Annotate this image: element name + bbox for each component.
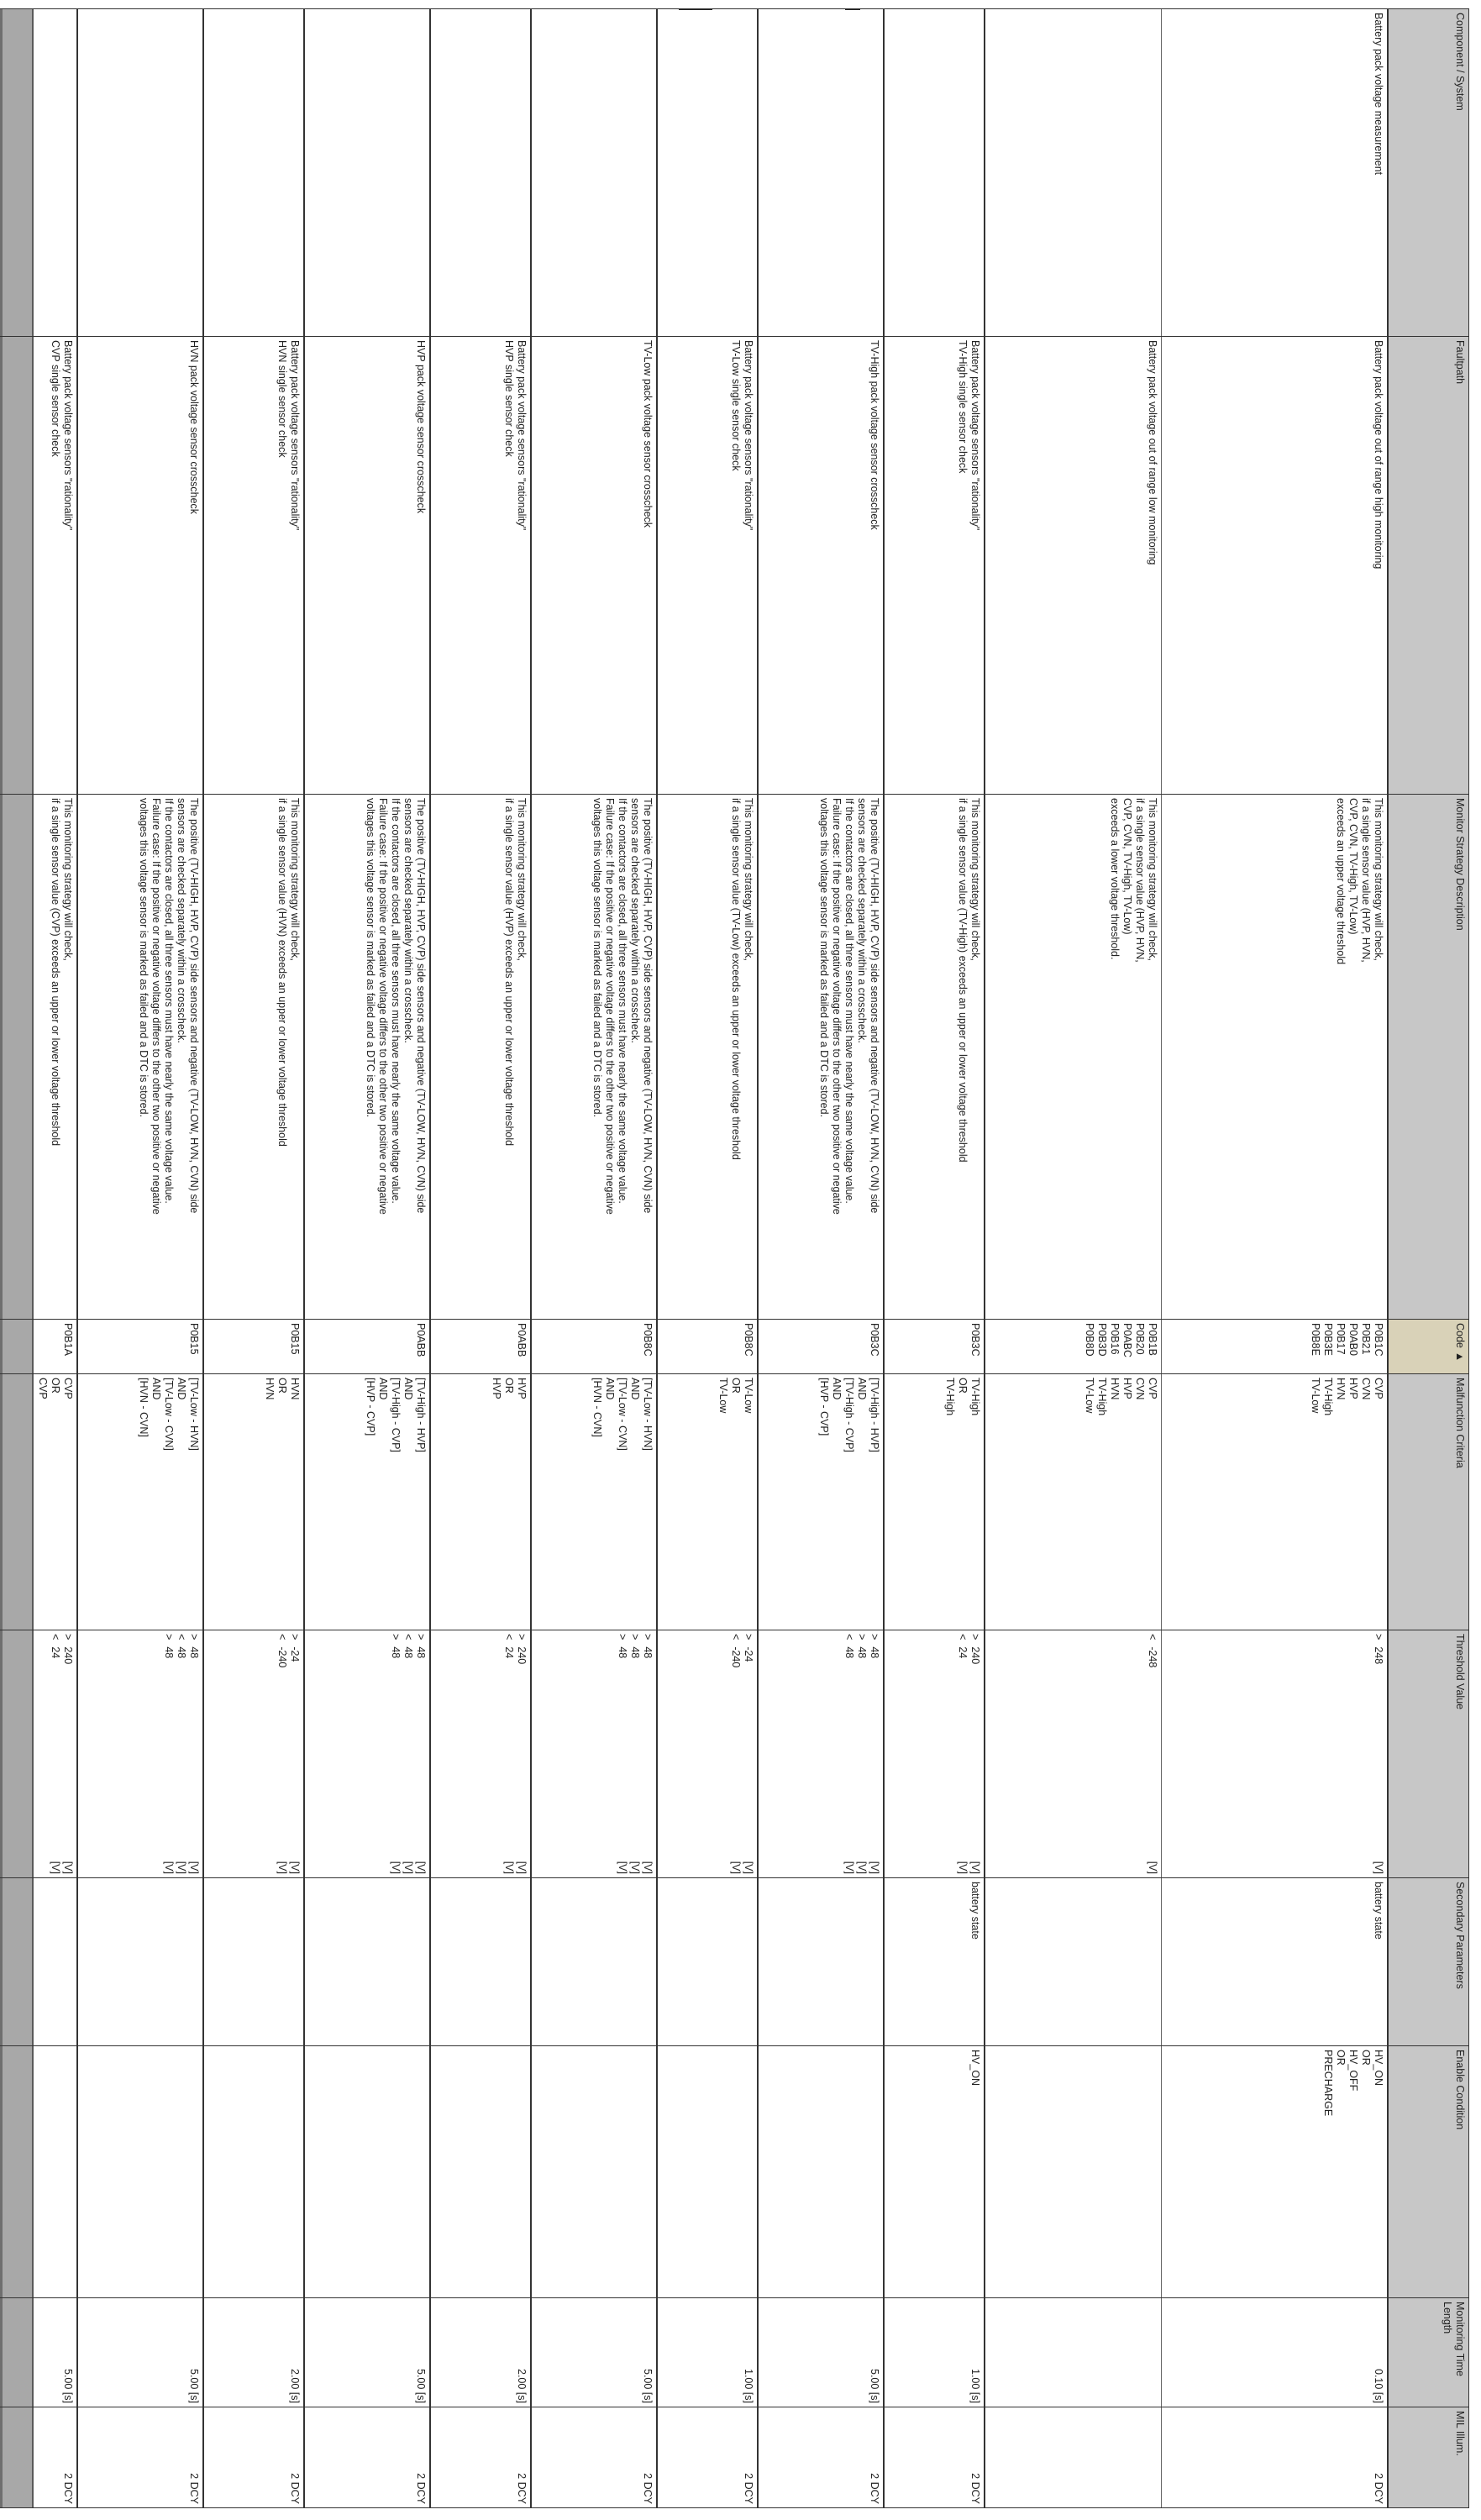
cell-malfunction: [TV-High - HVP] AND [TV-High - CVP] AND [HVP - CVP] — [759, 1374, 885, 1630]
cell-enable — [78, 2046, 204, 2298]
cell-enable — [204, 2046, 305, 2298]
cell-monitor: This monitoring strategy will check, if a single sensor value (TV-High) exceeds an upper or lower voltage threshold — [885, 795, 985, 1320]
cell-malfunction: TV-Low OR TV-Low — [658, 1374, 759, 1630]
cell-mil: 2 DCY — [204, 2407, 305, 2508]
table-row — [532, 9, 658, 2508]
cell-component: Battery pack voltage measurement — [1162, 9, 1389, 337]
cell-monitor: This monitoring strategy will check, if a single sensor value (CVP) exceeds an upper or lower voltage threshold — [0, 795, 78, 1320]
cell-malfunction: HVN OR HVN — [204, 1374, 305, 1630]
cell-mil: 2 DCY — [532, 2407, 658, 2508]
cell-mil: 2 DCY — [885, 2407, 985, 2508]
cell-time — [985, 2298, 1162, 2407]
threshold-unit: [V] [V] — [730, 1861, 755, 1874]
table-row — [431, 9, 532, 2508]
cell-code: P0B1C P0B21 P0AB0 P0B17 P0B3E P0B8E — [1162, 1320, 1389, 1374]
threshold-value: 240 24 — [503, 1646, 528, 1665]
cell-threshold — [0, 1630, 78, 1878]
header-mil-illum: MIL Illum. — [1389, 2407, 1469, 2508]
cell-secondary: battery state — [1162, 1878, 1389, 2046]
header-enable-condition: Enable Condition — [1389, 2046, 1469, 2298]
cell-faultpath: Battery pack voltage sensors "rationality" HVP single sensor check — [431, 337, 532, 795]
cell-time: 2.00 [s] — [431, 2298, 532, 2407]
cell-monitor: This monitoring strategy will check, if a single sensor value (HVP) exceeds an upper or lower voltage threshold — [431, 795, 532, 1320]
threshold-operator: > > < — [843, 1634, 881, 1641]
cell-threshold — [1162, 1630, 1389, 1878]
cell-enable: HV_ON OR HV_OFF OR PRECHARGE — [1162, 2046, 1389, 2298]
threshold-unit: [V] [V] — [276, 1861, 302, 1874]
threshold-unit: [V] [V] [V] — [617, 1861, 654, 1874]
cell-faultpath: Battery pack voltage sensors "rationality" HVN single sensor check — [204, 337, 305, 795]
cell-malfunction: [TV-High - HVP] AND [TV-High - CVP] AND [HVP - CVP] — [305, 1374, 431, 1630]
cell-threshold — [658, 1630, 759, 1878]
threshold-group — [50, 1634, 75, 1874]
threshold-operator: > — [1373, 1634, 1385, 1641]
cell-threshold — [305, 1630, 431, 1878]
cell-enable — [305, 2046, 431, 2298]
cell-component — [985, 9, 1162, 337]
cell-component — [204, 9, 305, 337]
threshold-operator: > > > — [617, 1634, 654, 1641]
header-component: Component / System — [1389, 9, 1469, 337]
header-monitor-strategy: Monitor Strategy Description — [1389, 795, 1469, 1320]
cell-mil: 2 DCY — [658, 2407, 759, 2508]
threshold-value: -24 -240 — [730, 1646, 755, 1668]
cell-time: 5.00 [s] — [0, 2298, 78, 2407]
threshold-value: 48 48 48 — [390, 1646, 428, 1659]
threshold-group — [1373, 1634, 1385, 1874]
cell-malfunction: CVP CVN HVP HVN TV-High TV-Low — [985, 1374, 1162, 1630]
threshold-value: -24 -240 — [276, 1646, 302, 1668]
threshold-unit: [V] [V] [V] — [163, 1861, 201, 1874]
cell-component — [305, 9, 431, 337]
cell-faultpath: Battery pack voltage out of range low monitoring — [985, 337, 1162, 795]
table-row — [658, 9, 759, 2508]
cell-mil: 2 DCY — [759, 2407, 885, 2508]
cell-monitor: The positive (TV-HIGH, HVP, CVP) side sensors and negative (TV-LOW, HVN, CVN) side sensors are checked separately within a crosscheck. If the contactors are closed, all three sensors must have nearly the same voltage value. Failure case: If the positive or negative voltage differs to the other two positive or negative voltages this voltage sensor is marked as failed and a DTC is stored. — [78, 795, 204, 1320]
cell-enable — [759, 2046, 885, 2298]
cell-mil: 2 DCY — [305, 2407, 431, 2508]
cell-component — [759, 9, 885, 337]
cell-enable: HV_ON — [885, 2046, 985, 2298]
table-row — [204, 9, 305, 2508]
cell-secondary — [658, 1878, 759, 2046]
cell-threshold — [759, 1630, 885, 1878]
threshold-group — [843, 1634, 881, 1874]
threshold-value: 48 48 48 — [617, 1646, 654, 1659]
cell-mil: 2 DCY — [431, 2407, 532, 2508]
cell-faultpath: Battery pack voltage out of range high monitoring — [1162, 337, 1389, 795]
cell-faultpath: TV-High pack voltage sensor crosscheck — [759, 337, 885, 795]
sort-arrow-icon[interactable]: ▲ — [1454, 1351, 1466, 1362]
threshold-operator: > < > — [390, 1634, 428, 1641]
threshold-group — [957, 1634, 982, 1874]
threshold-unit: [V] — [1147, 1861, 1158, 1874]
threshold-operator: > < — [957, 1634, 982, 1641]
cell-secondary — [759, 1878, 885, 2046]
table-row — [1162, 9, 1389, 2508]
threshold-group — [503, 1634, 528, 1874]
threshold-group — [390, 1634, 428, 1874]
cell-faultpath: HVP pack voltage sensor crosscheck — [305, 337, 431, 795]
cell-monitor: This monitoring strategy will check, if a single sensor value (HVP, HVN, CVP, CVN, TV-High, TV-Low) exceeds an upper voltage threshold — [1162, 795, 1389, 1320]
cell-malfunction: HVP OR HVP — [431, 1374, 532, 1630]
threshold-value: -248 — [1147, 1646, 1158, 1668]
cell-monitor: This monitoring strategy will check, if a single sensor value (HVN) exceeds an upper or lower voltage threshold — [204, 795, 305, 1320]
header-secondary-parameters: Secondary Parameters — [1389, 1878, 1469, 2046]
threshold-group — [163, 1634, 201, 1874]
cell-time: 5.00 [s] — [78, 2298, 204, 2407]
header-code-label: Code — [1454, 1323, 1466, 1348]
threshold-unit: [V] [V] [V] — [843, 1861, 881, 1874]
cell-monitor: The positive (TV-HIGH, HVP, CVP) side sensors and negative (TV-LOW, HVN, CVN) side sensors are checked separately within a crosscheck. If the contactors are closed, all three sensors must have nearly the same voltage value. Failure case: If the positive or negative voltage differs to the other two positive or negative voltages this voltage sensor is marked as failed and a DTC is stored. — [759, 795, 885, 1320]
header-faultpath: Faultpath — [1389, 337, 1469, 795]
threshold-operator: > < > — [163, 1634, 201, 1641]
cell-enable — [431, 2046, 532, 2298]
cell-component — [78, 9, 204, 337]
cell-monitor: This monitoring strategy will check, if a single sensor value (HVP, HVN, CVP, CVN, TV-High, TV-Low) exceeds a lower voltage threshold. — [985, 795, 1162, 1320]
cell-faultpath: TV-Low pack voltage sensor crosscheck — [532, 337, 658, 795]
cell-threshold — [204, 1630, 305, 1878]
threshold-value: 48 48 48 — [843, 1646, 881, 1659]
threshold-unit: [V] — [1373, 1861, 1385, 1874]
cell-mil: 2 DCY — [78, 2407, 204, 2508]
threshold-unit: [V] [V] — [503, 1861, 528, 1874]
cell-monitor: The positive (TV-HIGH, HVP, CVP) side sensors and negative (TV-LOW, HVN, CVN) side sensors are checked separately within a crosscheck. If the contactors are closed, all three sensors must have nearly the same voltage value. Failure case: If the positive or negative voltage differs to the other two positive or negative voltages this voltage sensor is marked as failed and a DTC is stored. — [305, 795, 431, 1320]
cell-enable — [985, 2046, 1162, 2298]
cell-time: 5.00 [s] — [305, 2298, 431, 2407]
table-row — [885, 9, 985, 2508]
table-row — [985, 9, 1162, 2508]
cell-code: P0B3C — [759, 1320, 885, 1374]
cell-secondary — [305, 1878, 431, 2046]
cell-threshold — [985, 1630, 1162, 1878]
cell-threshold — [885, 1630, 985, 1878]
threshold-group — [730, 1634, 755, 1874]
cell-mil: 2 DCY — [0, 2407, 78, 2508]
cell-component — [431, 9, 532, 337]
threshold-value: 248 — [1373, 1646, 1385, 1665]
threshold-operator: > < — [730, 1634, 755, 1641]
cell-time: 1.00 [s] — [885, 2298, 985, 2407]
header-malfunction-criteria: Malfunction Criteria — [1389, 1374, 1469, 1630]
rotated-page — [34, 0, 1481, 2520]
cell-enable — [0, 2046, 78, 2298]
threshold-group — [276, 1634, 302, 1874]
cell-malfunction: [TV-Low - HVN] AND [TV-Low - CVN] AND [HVN - CVN] — [532, 1374, 658, 1630]
threshold-value: 240 24 — [957, 1646, 982, 1665]
threshold-unit: [V] [V] — [957, 1861, 982, 1874]
cell-malfunction: CVP CVN HVP HVN TV-High TV-Low — [1162, 1374, 1389, 1630]
cell-code: P0ABB — [431, 1320, 532, 1374]
cell-code: P0B1A — [0, 1320, 78, 1374]
cell-time: 5.00 [s] — [532, 2298, 658, 2407]
cell-faultpath: HVN pack voltage sensor crosscheck — [78, 337, 204, 795]
cell-secondary — [431, 1878, 532, 2046]
threshold-value: 240 24 — [50, 1646, 75, 1665]
header-monitoring-time: Monitoring Time Length — [1389, 2298, 1469, 2407]
cell-secondary — [78, 1878, 204, 2046]
cell-code: P0B8C — [658, 1320, 759, 1374]
threshold-value: 48 48 48 — [163, 1646, 201, 1659]
threshold-group — [1146, 1634, 1158, 1874]
obd-monitor-table — [0, 8, 1469, 2508]
threshold-operator: > < — [50, 1634, 75, 1641]
table-header-row — [1389, 9, 1469, 2508]
cell-secondary — [0, 1878, 78, 2046]
cell-code: P0ABB — [305, 1320, 431, 1374]
cell-malfunction: [TV-Low - HVN] AND [TV-Low - CVN] AND [HVN - CVN] — [78, 1374, 204, 1630]
cell-monitor: The positive (TV-HIGH, HVP, CVP) side sensors and negative (TV-LOW, HVN, CVN) side sensors are checked separately within a crosscheck. If the contactors are closed, all three sensors must have nearly the same voltage value. Failure case: If the positive or negative voltage differs to the other two positive or negative voltages this voltage sensor is marked as failed and a DTC is stored. — [532, 795, 658, 1320]
cell-enable — [658, 2046, 759, 2298]
threshold-operator: > < — [276, 1634, 302, 1641]
cell-threshold — [431, 1630, 532, 1878]
header-threshold-value: Threshold Value — [1389, 1630, 1469, 1878]
cell-code: P0B8C — [532, 1320, 658, 1374]
table-row — [0, 9, 78, 2508]
cell-code: P0B3C — [885, 1320, 985, 1374]
cell-monitor: This monitoring strategy will check, if a single sensor value (TV-Low) exceeds an upper or lower voltage threshold — [658, 795, 759, 1320]
threshold-unit: [V] [V] — [50, 1861, 75, 1874]
cell-secondary — [532, 1878, 658, 2046]
cell-mil: 2 DCY — [1162, 2407, 1389, 2508]
threshold-unit: [V] [V] [V] — [390, 1861, 428, 1874]
cell-code: P0B1B P0B20 P0ABC P0B16 P0B3D P0B8D — [985, 1320, 1162, 1374]
cell-faultpath: Battery pack voltage sensors "rationality" CVP single sensor check — [0, 337, 78, 795]
cell-malfunction: TV-High OR TV-High — [885, 1374, 985, 1630]
cell-time: 5.00 [s] — [759, 2298, 885, 2407]
cell-component — [885, 9, 985, 337]
cell-mil — [985, 2407, 1162, 2508]
cell-time: 1.00 [s] — [658, 2298, 759, 2407]
cell-component — [0, 9, 78, 337]
cell-secondary — [204, 1878, 305, 2046]
header-code[interactable] — [1389, 1320, 1469, 1374]
cell-faultpath: Battery pack voltage sensors "rationality" TV-High single sensor check — [885, 337, 985, 795]
table-row — [305, 9, 431, 2508]
cell-code: P0B15 — [204, 1320, 305, 1374]
cell-time: 2.00 [s] — [204, 2298, 305, 2407]
cell-threshold — [532, 1630, 658, 1878]
table-row — [78, 9, 204, 2508]
threshold-group — [617, 1634, 654, 1874]
cell-time: 0.10 [s] — [1162, 2298, 1389, 2407]
cell-enable — [532, 2046, 658, 2298]
cell-threshold — [78, 1630, 204, 1878]
cell-secondary: battery state — [885, 1878, 985, 2046]
cell-secondary — [985, 1878, 1162, 2046]
table-row — [759, 9, 885, 2508]
cell-faultpath: Battery pack voltage sensors "rationality" TV-Low single sensor check — [658, 337, 759, 795]
cell-malfunction: CVP OR CVP — [0, 1374, 78, 1630]
cell-code: P0B15 — [78, 1320, 204, 1374]
cell-component — [658, 9, 759, 337]
threshold-operator: > < — [503, 1634, 528, 1641]
cell-component — [532, 9, 658, 337]
threshold-operator: < — [1147, 1634, 1158, 1641]
